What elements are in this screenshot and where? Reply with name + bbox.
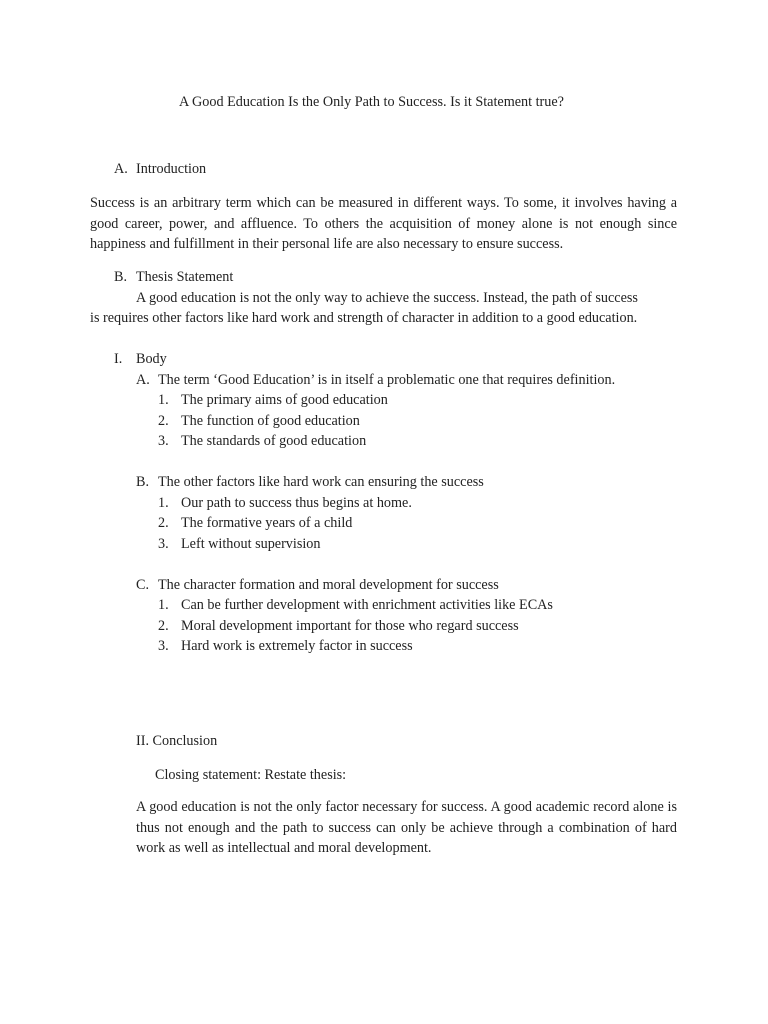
introduction-marker: A.: [114, 161, 128, 177]
thesis-marker: B.: [114, 269, 128, 285]
body-heading: Body: [136, 351, 167, 367]
body-section-c-text: The character formation and moral development for success: [158, 577, 499, 593]
body-section-b-marker: B.: [136, 474, 150, 490]
list-item-marker: 3.: [158, 433, 169, 449]
list-item: The standards of good education: [181, 433, 367, 449]
list-item: Can be further development with enrichment activities like ECAs: [181, 597, 553, 613]
thesis-heading: Thesis Statement: [136, 269, 234, 285]
introduction-paragraph: Success is an arbitrary term which can be measured in different ways. To some, it involves having a good career, power, and affluence. To others the acquisition of money alone is not enough since happiness and fulfillment in their personal life are also necessary to ensure success.: [90, 195, 677, 252]
list-item: The formative years of a child: [181, 515, 353, 531]
body-section-a-text: The term ‘Good Education’ is in itself a problematic one that requires definition.: [158, 372, 616, 388]
list-item: The primary aims of good education: [181, 392, 388, 408]
list-item-marker: 1.: [158, 392, 169, 408]
list-item-marker: 2.: [158, 515, 169, 531]
list-item-marker: 3.: [158, 536, 169, 552]
list-item: Left without supervision: [181, 536, 321, 552]
list-item-marker: 2.: [158, 413, 169, 429]
list-item-marker: 1.: [158, 597, 169, 613]
introduction-heading: Introduction: [136, 161, 207, 177]
body-section-c-marker: C.: [136, 577, 150, 593]
list-item-marker: 2.: [158, 618, 169, 634]
list-item-marker: 1.: [158, 495, 169, 511]
list-item: The function of good education: [181, 413, 360, 429]
list-item: Moral development important for those who regard success: [181, 618, 519, 634]
body-section-b-text: The other factors like hard work can ensuring the success: [158, 474, 484, 490]
thesis-line-1: A good education is not the only way to achieve the success. Instead, the path of success: [136, 290, 638, 306]
conclusion-closing-statement: Closing statement: Restate thesis:: [155, 767, 347, 783]
list-item: Our path to success thus begins at home.: [181, 495, 412, 511]
list-item: Hard work is extremely factor in success: [181, 638, 413, 654]
body-marker: I.: [114, 351, 123, 367]
body-section-a-marker: A.: [136, 372, 150, 388]
document-title: A Good Education Is the Only Path to Success. Is it Statement true?: [179, 94, 564, 110]
conclusion-heading: II. Conclusion: [136, 733, 218, 749]
thesis-line-2: is requires other factors like hard work and strength of character in addition to a good education.: [90, 310, 638, 326]
conclusion-paragraph: A good education is not the only factor necessary for success. A good academic record alone is thus not enough and the path to success can only be achieve through a combination of hard work as well as intellectual and moral development.: [136, 799, 677, 856]
list-item-marker: 3.: [158, 638, 169, 654]
